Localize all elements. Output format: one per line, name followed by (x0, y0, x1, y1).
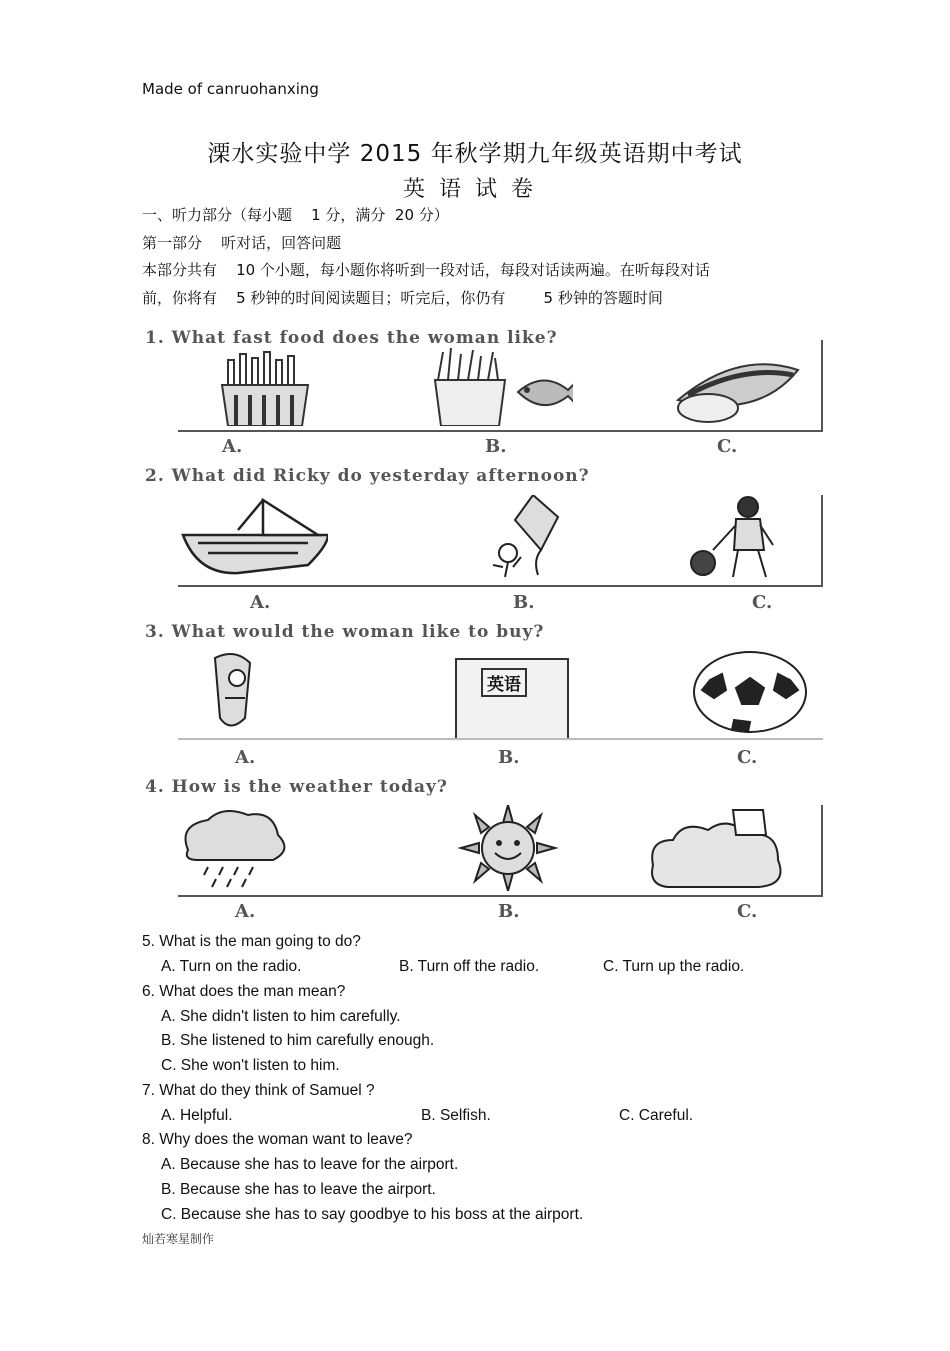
option-7c: C. Careful. (619, 1107, 694, 1124)
option-5c: C. Turn up the radio. (603, 958, 745, 975)
instruction-line-2: 前，你将有 5 秒钟的时间阅读题目；听完后，你仍有 5 秒钟的答题时间 (142, 289, 663, 307)
hot-dog-icon (668, 340, 818, 426)
question-2: 2. What did Ricky do yesterday afternoon? (145, 466, 590, 486)
option-label: A. (235, 747, 256, 768)
option-label: B. (513, 592, 535, 613)
option-label: C. (717, 436, 738, 457)
picture-row-1 (178, 340, 823, 432)
picture-row-2 (178, 495, 823, 587)
option-label: B. (498, 901, 520, 922)
english-book-icon (455, 658, 569, 740)
basketball-player-icon (678, 495, 828, 581)
cloudy-icon (648, 805, 798, 891)
option-6b: B. She listened to him carefully enough. (161, 1032, 435, 1049)
option-6a: A. She didn't listen to him carefully. (161, 1008, 401, 1025)
option-label: A. (235, 901, 256, 922)
part-heading: 第一部分 听对话，回答问题 (142, 234, 342, 252)
option-7a: A. Helpful. (161, 1107, 233, 1124)
question-5: 5. What is the man going to do? (142, 933, 361, 950)
sun-icon (433, 805, 583, 891)
option-5a: A. Turn on the radio. (161, 958, 302, 975)
question-1: 1. What fast food does the woman like? (145, 328, 558, 348)
option-label: B. (485, 436, 507, 457)
fries-and-fish-icon (423, 340, 573, 426)
picture-row-4 (178, 805, 823, 897)
option-label: C. (737, 747, 758, 768)
option-label: A. (250, 592, 271, 613)
soccer-ball-icon (690, 650, 810, 734)
question-6: 6. What does the man mean? (142, 983, 346, 1000)
question-7: 7. What do they think of Samuel ? (142, 1082, 375, 1099)
option-7b: B. Selfish. (421, 1107, 491, 1124)
option-label: A. (222, 436, 243, 457)
book-label: 英语 (481, 668, 527, 697)
header-note: Made of canruohanxing (142, 80, 319, 98)
section-heading: 一、听力部分（每小题 1 分，满分 20 分） (142, 206, 449, 224)
question-3: 3. What would the woman like to buy? (145, 622, 545, 642)
question-4: 4. How is the weather today? (145, 777, 448, 797)
option-5b: B. Turn off the radio. (399, 958, 540, 975)
french-fries-icon (198, 340, 348, 426)
question-8: 8. Why does the woman want to leave? (142, 1131, 413, 1148)
option-6c: C. She won't listen to him. (161, 1057, 340, 1074)
page-subtitle: 英语试卷 (402, 177, 547, 202)
option-8c: C. Because she has to say goodbye to his boss at the airport. (161, 1206, 584, 1223)
option-label: C. (737, 901, 758, 922)
option-8a: A. Because she has to leave for the airport. (161, 1156, 459, 1173)
option-label: C. (752, 592, 773, 613)
option-label: B. (498, 747, 520, 768)
page-title: 溧水实验中学 2015 年秋学期九年级英语期中考试 (207, 141, 743, 167)
rain-cloud-icon (178, 805, 328, 891)
kite-flying-icon (463, 495, 613, 581)
bottle-character-icon (195, 648, 275, 738)
footer-note: 灿若寒星制作 (142, 1232, 215, 1246)
instruction-line-1: 本部分共有 10 个小题，每小题你将听到一段对话，每段对话读两遍。在听每段对话 (142, 261, 710, 279)
option-8b: B. Because she has to leave the airport. (161, 1181, 436, 1198)
sailboat-icon (178, 495, 328, 581)
